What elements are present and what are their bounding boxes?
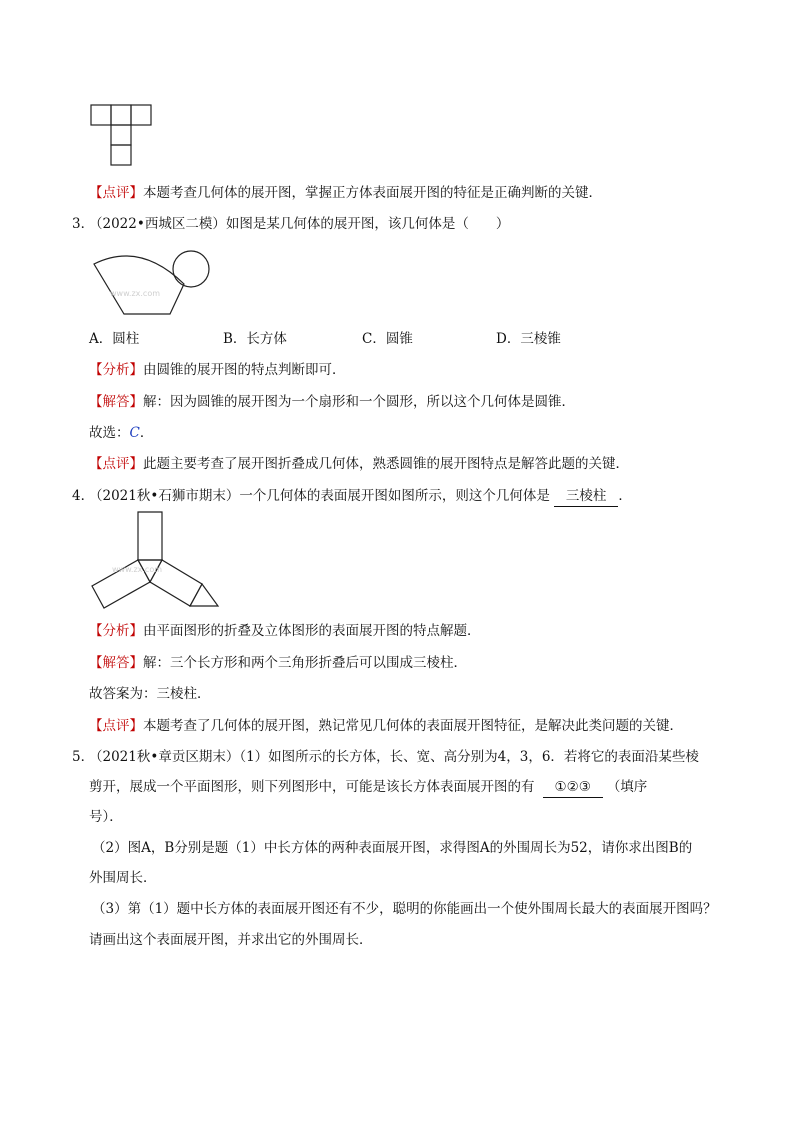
net-square — [111, 145, 131, 165]
q4-final: 故答案为：三棱柱． — [89, 686, 211, 702]
comment-tag: 【点评】 — [89, 185, 143, 201]
rectangle-top — [138, 512, 162, 560]
q5-line5: 外围周长． — [89, 870, 157, 886]
q3-stem — [72, 214, 510, 234]
q5-line1 — [72, 747, 699, 767]
cube-net-figure — [90, 104, 152, 168]
question-stem: （2021秋•石狮市期末）一个几何体的表面展开图如图所示，则这个几何体是 — [89, 488, 550, 504]
net-square — [131, 105, 151, 125]
comment-text: 本题考查了几何体的展开图，熟记常见几何体的表面展开图特征，是解决此类问题的关键． — [143, 718, 683, 734]
question-number: 3． — [72, 216, 95, 232]
option-b: B．长方体 — [223, 331, 287, 347]
q5-line6: （3）第（1）题中长方体的表面展开图还有不少，聪明的你能画出一个使外围周长最大的表面展开图吗？ — [92, 901, 717, 917]
question-number: 5． — [72, 749, 95, 765]
q3-analysis — [89, 360, 346, 380]
q3-comment — [89, 454, 629, 474]
comment-text: 本题考查几何体的展开图，掌握正方体表面展开图的特征是正确判断的关键． — [143, 185, 602, 201]
choice-suffix: ． — [139, 425, 154, 441]
analysis-tag: 【分析】 — [89, 623, 143, 639]
net-square — [111, 105, 131, 125]
q3-answer — [89, 392, 575, 412]
comment-tag: 【点评】 — [89, 456, 143, 472]
net-square — [91, 105, 111, 125]
svg-text:www.zx.com: www.zx.com — [112, 565, 162, 574]
answer-text: 解：因为圆锥的展开图为一个扇形和一个圆形，所以这个几何体是圆锥． — [143, 394, 575, 410]
question-text: 剪开，展成一个平面图形，则下列图形中，可能是该长方体表面展开图的有 — [89, 779, 535, 795]
q2-comment — [89, 183, 602, 203]
circle-base — [173, 251, 209, 287]
question-text: （2021秋•章贡区期末）（1）如图所示的长方体，长、宽、高分别为4，3，6．若将它的表面沿某些棱 — [89, 749, 699, 765]
question-text: （填序 — [606, 779, 648, 795]
q4-analysis — [89, 621, 481, 641]
sector-shape — [94, 256, 184, 314]
q4-stem — [72, 486, 632, 507]
comment-tag: 【点评】 — [89, 718, 143, 734]
net-square — [111, 125, 131, 145]
q5-line4: （2）图A，B分别是题（1）中长方体的两种表面展开图，求得图A的外围周长为52，请你求出图B的 — [92, 840, 693, 856]
option-d: D．三棱锥 — [496, 331, 561, 347]
cone-net-figure — [92, 244, 214, 324]
answer-blank: 三棱柱 — [554, 486, 619, 507]
answer-tag: 【解答】 — [89, 655, 143, 671]
svg-text:www.zx.com: www.zx.com — [110, 289, 160, 298]
triangular-prism-net-figure — [90, 510, 222, 614]
question-number: 4． — [72, 488, 95, 504]
choice-letter: C — [129, 425, 140, 441]
comment-text: 此题主要考查了展开图折叠成几何体，熟悉圆锥的展开图特点是解答此题的关键． — [143, 456, 629, 472]
q5-line3: 号）． — [89, 809, 123, 825]
q5-line7: 请画出这个表面展开图，并求出它的外围周长． — [89, 932, 373, 948]
answer-tag: 【解答】 — [89, 394, 143, 410]
option-a: A．圆柱 — [89, 331, 140, 347]
analysis-tag: 【分析】 — [89, 362, 143, 378]
analysis-text: 由平面图形的折叠及立体图形的表面展开图的特点解题． — [143, 623, 481, 639]
answer-text: 解：三个长方形和两个三角形折叠后可以围成三棱柱． — [143, 655, 467, 671]
choice-prefix: 故选： — [89, 425, 130, 441]
triangle-right — [190, 584, 218, 606]
question-stem: （2022•西城区二模）如图是某几何体的展开图，该几何体是（ ） — [89, 216, 510, 232]
q5-line2 — [89, 777, 647, 798]
q3-choice — [89, 423, 153, 443]
analysis-text: 由圆锥的展开图的特点判断即可． — [143, 362, 346, 378]
q4-answer — [89, 653, 467, 673]
stem-end: ． — [618, 488, 632, 504]
answer-blank: ①②③ — [543, 777, 603, 798]
option-c: C．圆锥 — [362, 331, 413, 347]
q4-comment — [89, 716, 683, 736]
